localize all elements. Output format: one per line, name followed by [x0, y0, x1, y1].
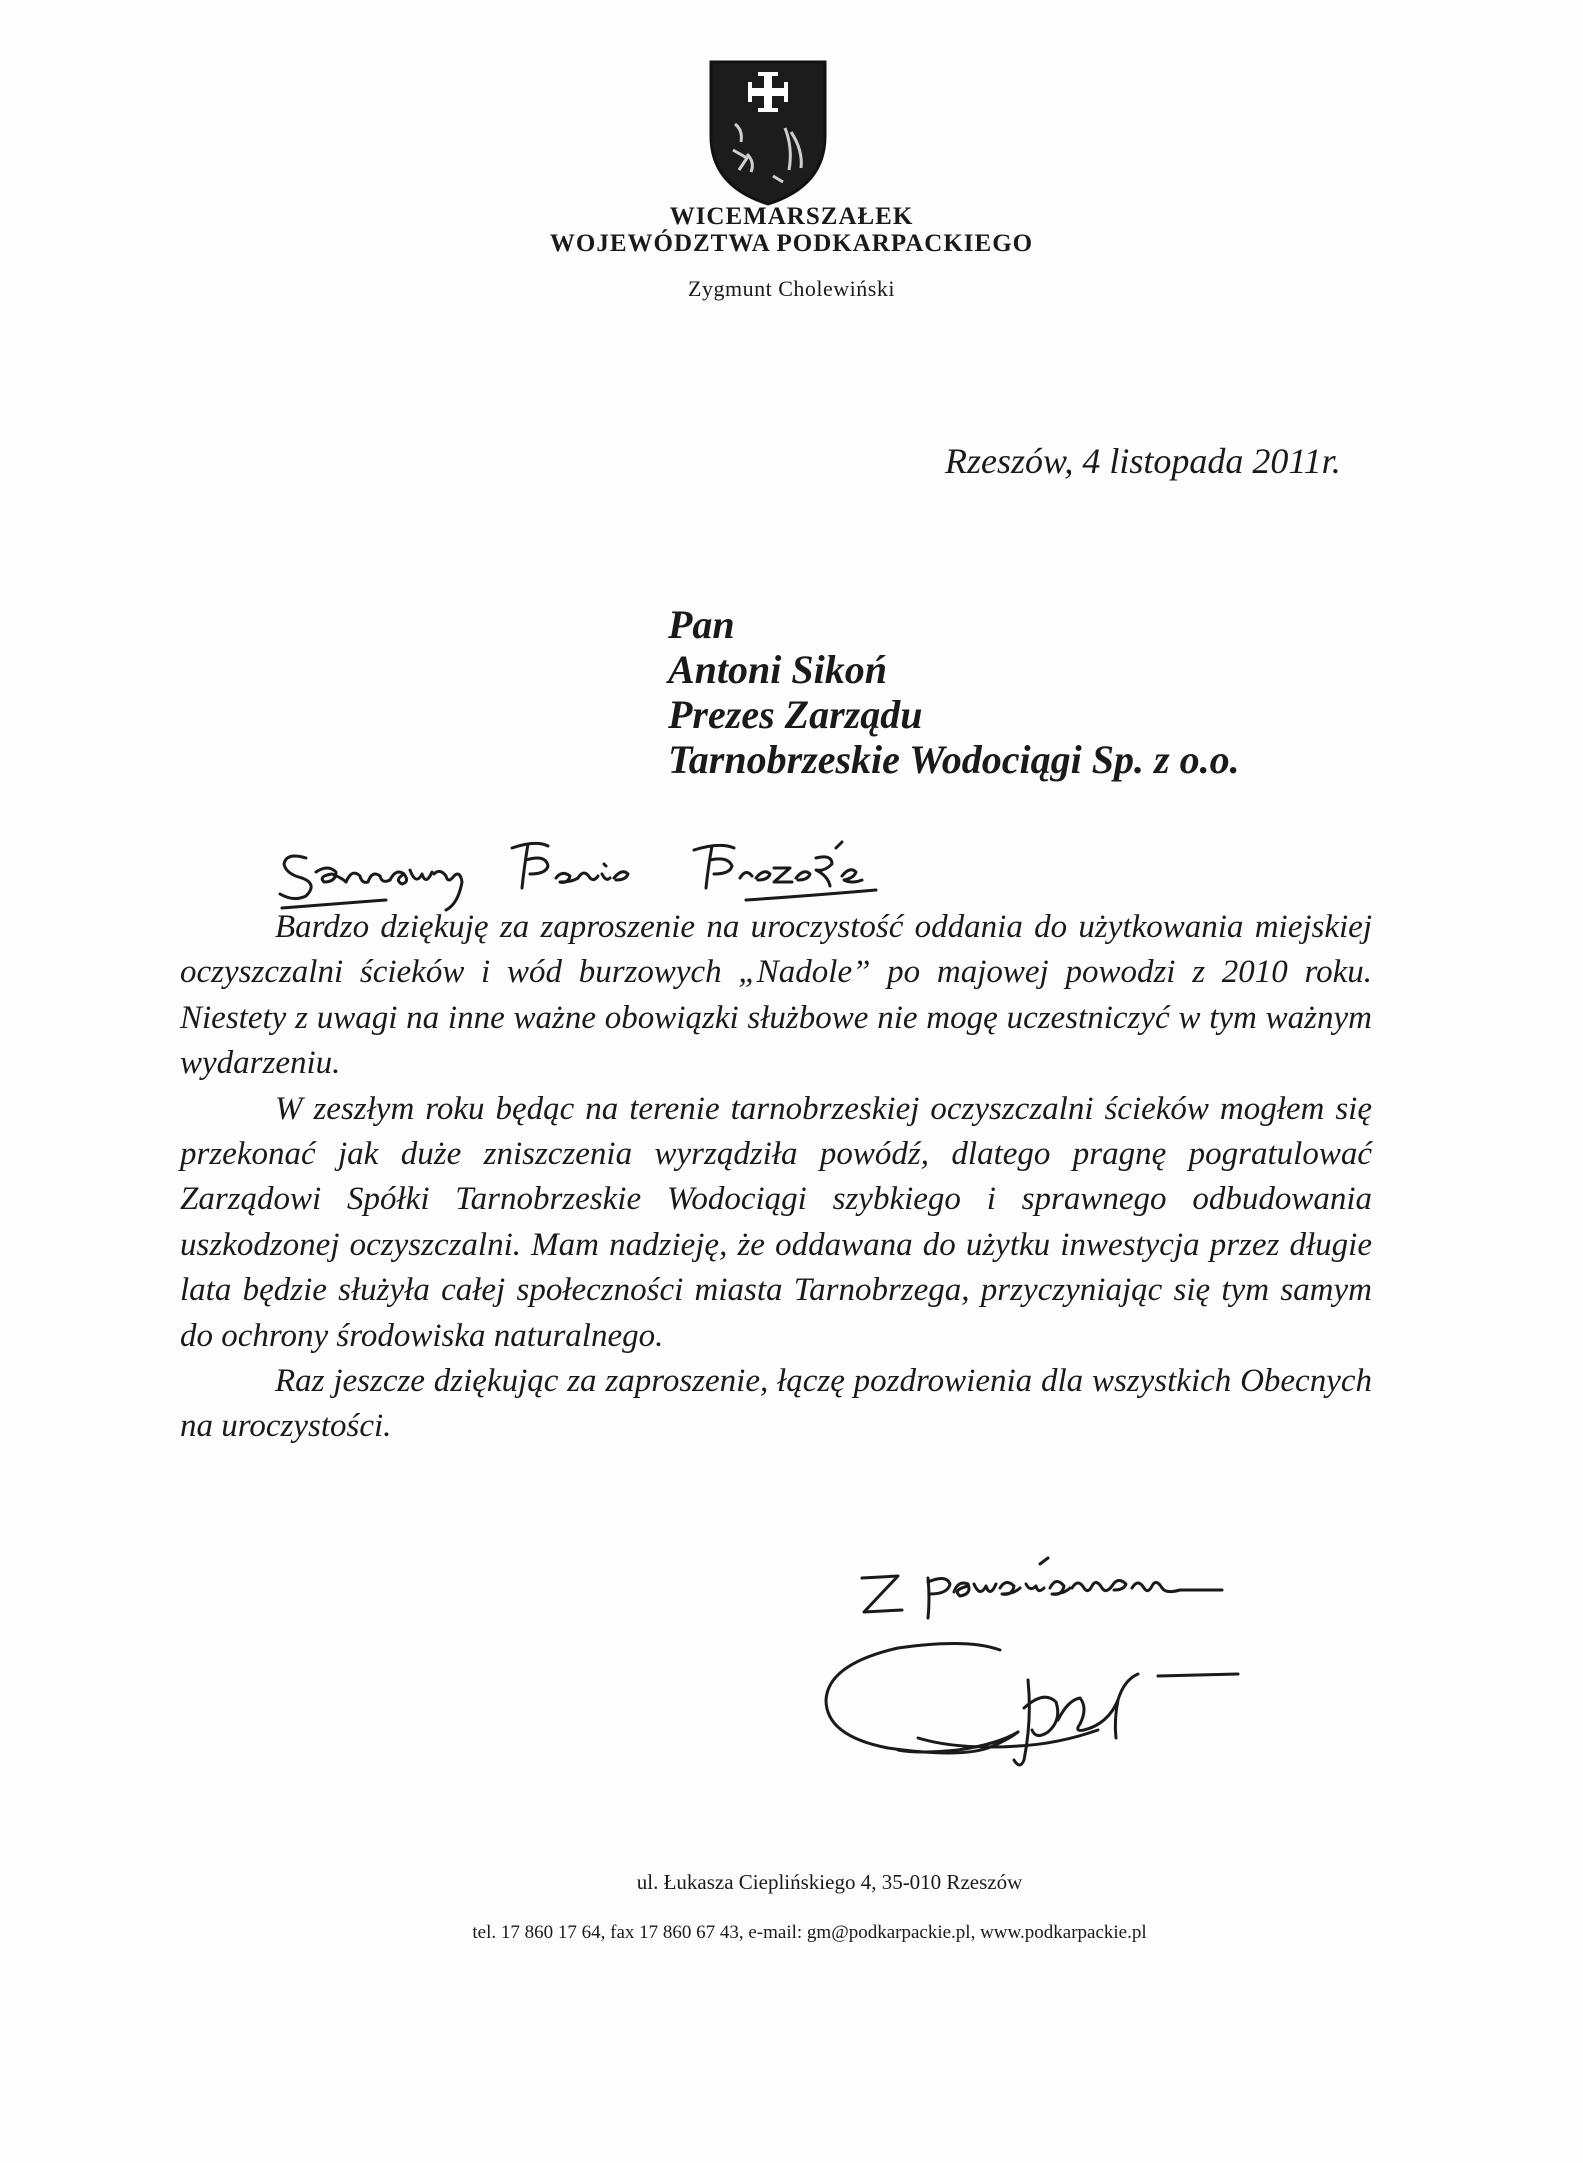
paragraph: W zeszłym roku będąc na terenie tarnobrzeskiej oczyszczalni ścieków mogłem się przekonać jak duże zniszczenia wyrządziła powódź, dlatego pragnę pogratulować Zarządowi Spółki Tarnobrzeskie Wodociągi szybkiego i sprawnego odbudowania uszkodzonej oczyszczalni. Mam nadzieję, że oddawana do użytku inwestycja przez długie lata będzie służyła całej społeczności miasta Tarnobrzega, przyczyniając się tym samym do ochrony środowiska naturalnego. — [180, 1090, 1372, 1354]
office-title-line1: WICEMARSZAŁEK — [669, 203, 914, 230]
footer-address: ul. Łukasza Cieplińskiego 4, 35-010 Rzeszów — [636, 1870, 1023, 1894]
addressee-line: Pan — [668, 602, 735, 647]
footer-contact: tel. 17 860 17 64, fax 17 860 67 43, e-mail: gm@podkarpackie.pl, www.podkarpackie.pl — [472, 1922, 1147, 1943]
letter-date: Rzeszów, 4 listopada 2011r. — [945, 441, 1341, 481]
addressee-block — [668, 602, 1240, 782]
handwritten-closing — [850, 1548, 1230, 1623]
addressee-line: Tarnobrzeskie Wodociągi Sp. z o.o. — [668, 737, 1240, 782]
paragraph: Bardzo dziękuję za zaproszenie na uroczystość oddania do użytkowania miejskiej oczyszczalni ścieków i wód burzowych „Nadole” po majowej powodzi z 2010 roku. Niestety z uwagi na inne ważne obowiązki służbowe nie mogę uczestniczyć w tym ważnym wydarzeniu. — [180, 909, 1372, 1082]
signature — [818, 1620, 1298, 1770]
paragraph: Raz jeszcze dziękując za zaproszenie, łączę pozdrowienia dla wszystkich Obecnych na uroczystości. — [180, 1363, 1372, 1445]
office-title-line2: WOJEWÓDZTWA PODKARPACKIEGO — [549, 230, 1034, 257]
addressee-line: Antoni Sikoń — [668, 647, 888, 692]
official-name: Zygmunt Cholewiński — [688, 276, 895, 301]
letter-body — [180, 905, 1372, 1450]
coat-of-arms-icon — [707, 58, 829, 208]
addressee-line: Prezes Zarządu — [668, 692, 923, 737]
